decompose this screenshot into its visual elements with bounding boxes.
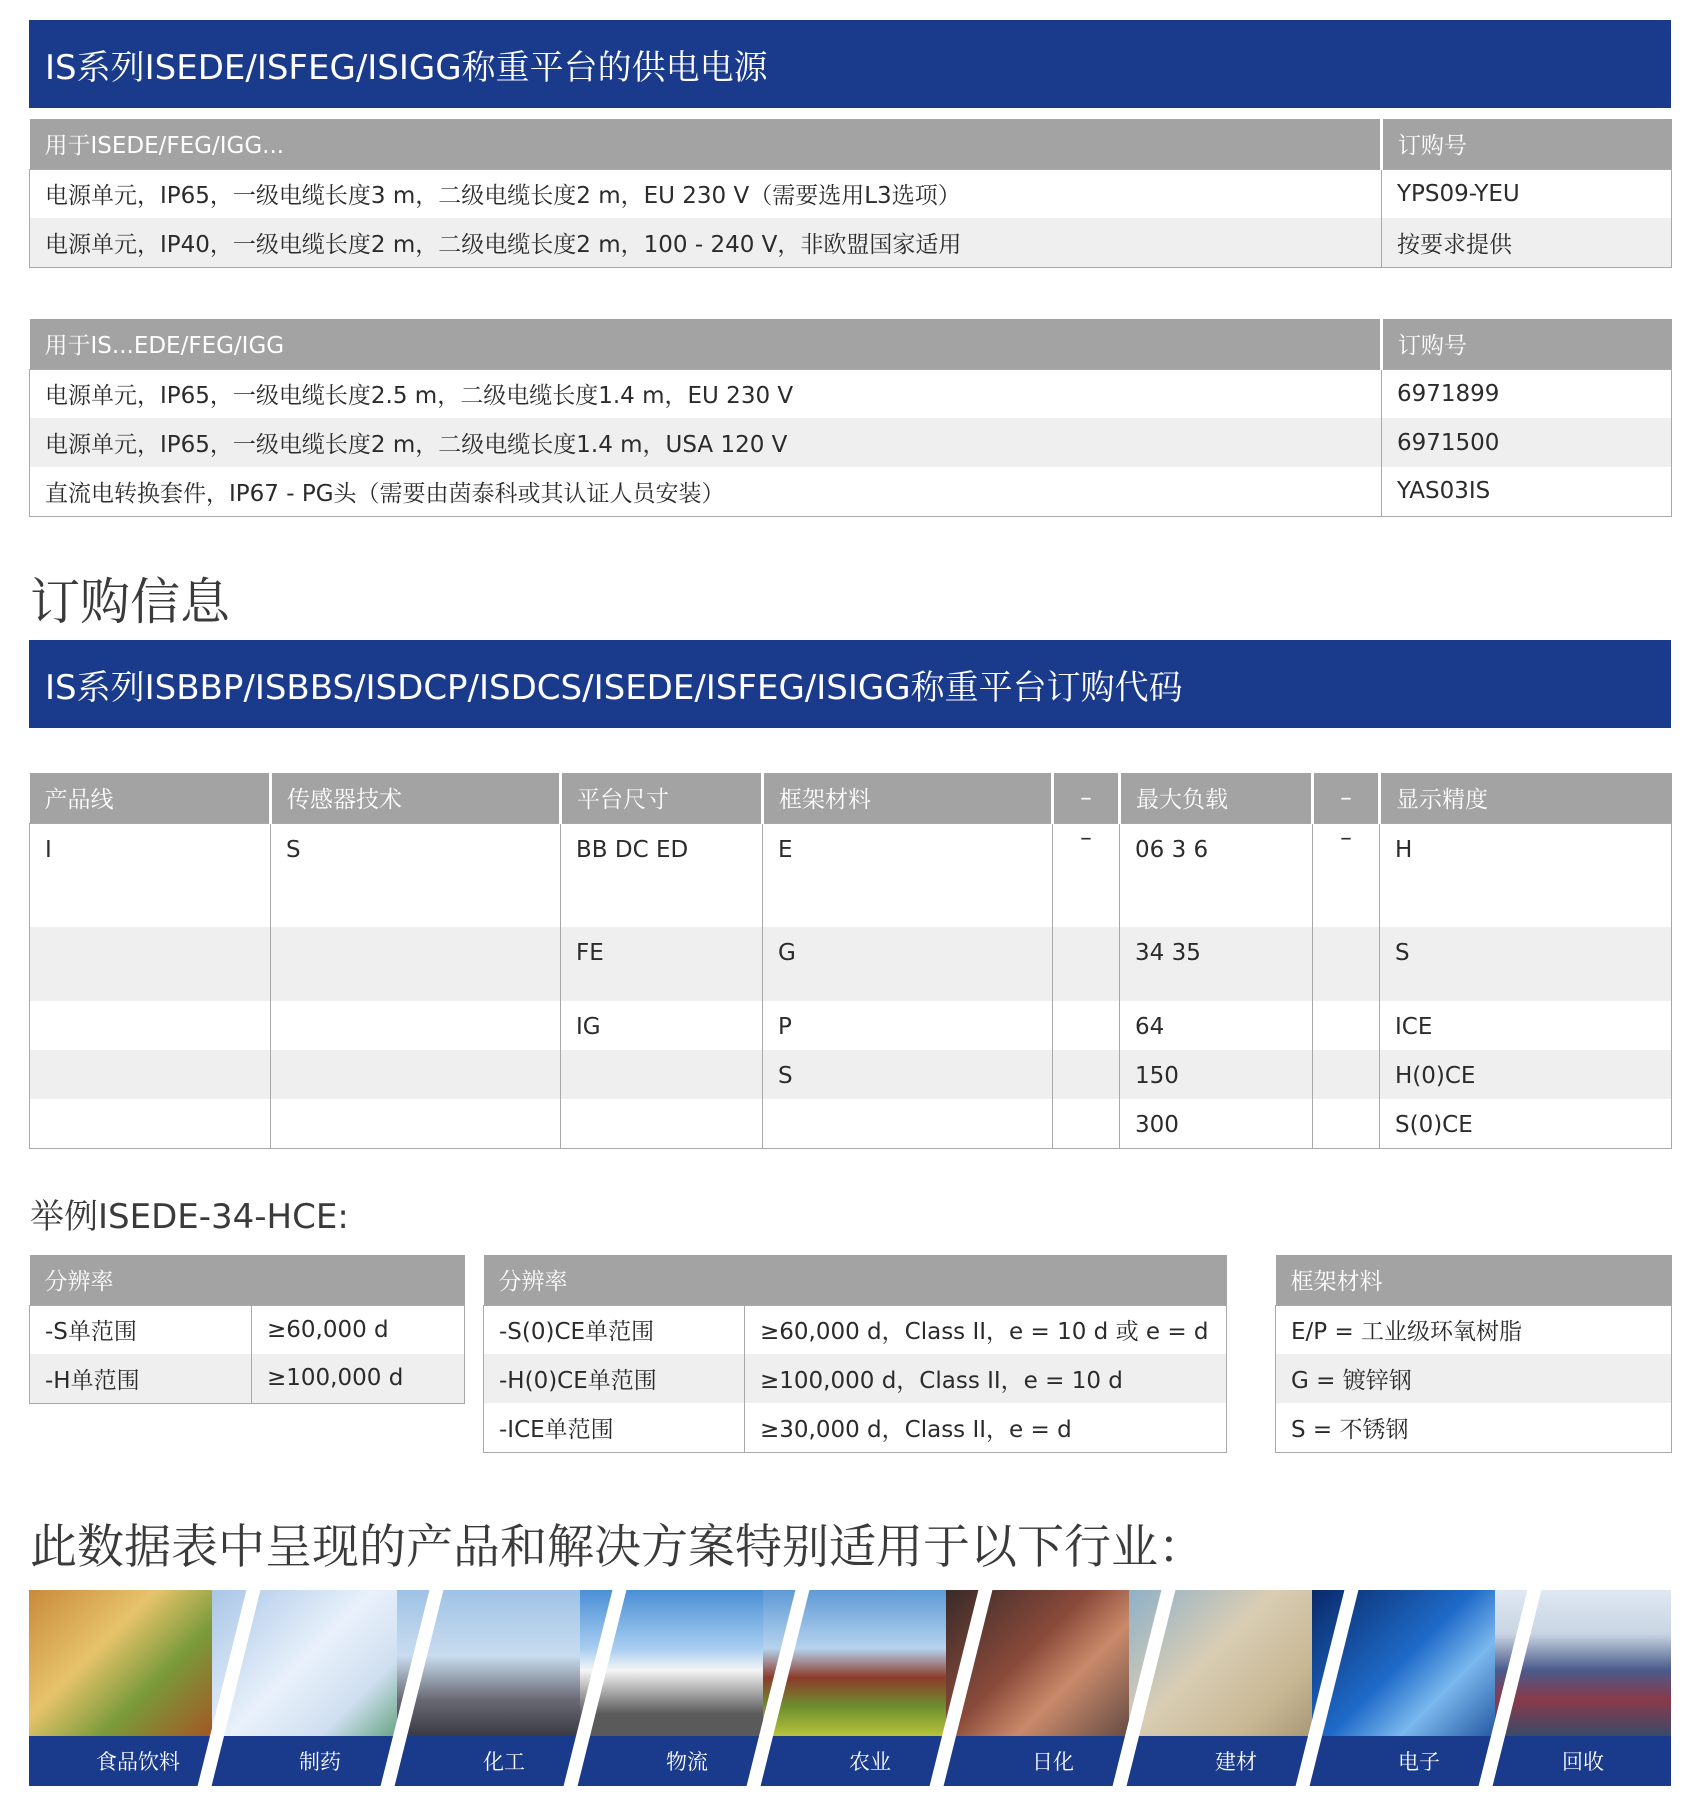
- table-cell: -ICE单范围: [499, 1416, 614, 1443]
- resolution-table-1: [29, 1255, 465, 1404]
- table-row: [30, 369, 1672, 418]
- table-cell: 电源单元，IP40，一级电缆长度2 m，二级电缆长度2 m，100 - 240 V，非欧盟国家适用: [30, 218, 1382, 267]
- table-cell: 150: [1120, 1050, 1313, 1099]
- table-row: [30, 927, 1672, 1001]
- table-row: [30, 823, 1672, 927]
- table-cell: S = 不锈钢: [1291, 1416, 1409, 1443]
- table-cell: ICE: [1380, 1001, 1672, 1050]
- table-cell: [1313, 1099, 1380, 1148]
- table-cell: [271, 1099, 561, 1148]
- table-cell: [1053, 1050, 1120, 1099]
- table-cell: ≥60,000 d，Class II，e = 10 d 或 e = d: [745, 1305, 1227, 1354]
- table-cell: [271, 1050, 561, 1099]
- column-header: 用于ISEDE/FEG/IGG...: [30, 119, 1382, 169]
- industry-label: 电子: [1312, 1736, 1526, 1786]
- column-header: 框架材料: [763, 773, 1053, 823]
- industry-label: 建材: [1129, 1736, 1343, 1786]
- table-row: [30, 1099, 1672, 1148]
- power-table-1: [29, 119, 1672, 268]
- power-supply-banner: [29, 20, 1671, 108]
- table-cell: 6971899: [1382, 369, 1672, 418]
- table-cell: G: [763, 927, 1053, 1001]
- table-row: [30, 467, 1672, 516]
- table-row: [30, 1305, 465, 1354]
- table-cell: E/P = 工业级环氧树脂: [1291, 1319, 1523, 1346]
- table-cell: 300: [1120, 1099, 1313, 1148]
- industries-heading: 此数据表中呈现的产品和解决方案特别适用于以下行业：: [30, 1520, 1205, 1575]
- table-cell: -S(0)CE单范围: [499, 1319, 655, 1346]
- table-cell: [561, 1050, 763, 1099]
- table-row: [484, 1403, 1227, 1452]
- table-cell: [1053, 1001, 1120, 1050]
- industry-label: 食品饮料: [29, 1736, 247, 1786]
- table-row: [30, 1001, 1672, 1050]
- table-row: [484, 1354, 1227, 1403]
- table-cell: I: [45, 836, 52, 863]
- column-header: 订购号: [1382, 319, 1672, 369]
- table-cell: ≥100,000 d，Class II，e = 10 d: [745, 1354, 1227, 1403]
- table-cell: [561, 1099, 763, 1148]
- ordering-banner: [29, 640, 1671, 728]
- table-cell: 电源单元，IP65，一级电缆长度2.5 m，二级电缆长度1.4 m，EU 230 V: [45, 383, 794, 410]
- column-header: 框架材料: [1276, 1255, 1672, 1305]
- table-cell: 06 3 6: [1120, 823, 1313, 927]
- table-cell: 按要求提供: [1382, 218, 1672, 267]
- column-header: –: [1313, 773, 1380, 823]
- table-cell: P: [763, 1001, 1053, 1050]
- column-header: 显示精度: [1380, 773, 1672, 823]
- table-cell: [1313, 927, 1380, 1001]
- table-cell: H: [1380, 823, 1672, 927]
- table-cell: FE: [561, 927, 763, 1001]
- table-cell: [1053, 1099, 1120, 1148]
- table-cell: –: [1313, 823, 1380, 927]
- column-header: –: [1053, 773, 1120, 823]
- table-cell: IG: [561, 1001, 763, 1050]
- table-cell: E: [763, 823, 1053, 927]
- column-header: 分辨率: [30, 1255, 465, 1305]
- table-cell: [271, 1001, 561, 1050]
- table-cell: 6971500: [1382, 418, 1672, 467]
- table-cell: G = 镀锌钢: [1276, 1354, 1672, 1403]
- industry-label: 农业: [763, 1736, 977, 1786]
- table-cell: [271, 927, 561, 1001]
- table-cell: [30, 1050, 271, 1099]
- table-cell: [1053, 927, 1120, 1001]
- table-cell: ≥60,000 d: [252, 1305, 465, 1354]
- table-cell: [1313, 1050, 1380, 1099]
- column-header: 订购号: [1382, 119, 1672, 169]
- column-header: 分辨率: [484, 1255, 1227, 1305]
- table-row: [30, 418, 1672, 467]
- table-row: [30, 1354, 465, 1403]
- power-supply-title: IS系列ISEDE/ISFEG/ISIGG称重平台的供电电源: [45, 47, 768, 88]
- table-cell: –: [1053, 823, 1120, 927]
- industry-label: 制药: [212, 1736, 428, 1786]
- table-row: [1276, 1305, 1672, 1354]
- table-row: [30, 1050, 1672, 1099]
- table-cell: BB DC ED: [561, 823, 763, 927]
- table-cell: 电源单元，IP65，一级电缆长度2 m，二级电缆长度1.4 m，USA 120 V: [30, 418, 1382, 467]
- table-cell: 34 35: [1120, 927, 1313, 1001]
- table-cell: ≥30,000 d，Class II，e = d: [745, 1403, 1227, 1452]
- table-row: [30, 218, 1672, 267]
- table-cell: S: [271, 823, 561, 927]
- resolution-table-2: [483, 1255, 1227, 1453]
- table-cell: [763, 1099, 1053, 1148]
- column-header: 用于IS...EDE/FEG/IGG: [30, 319, 1382, 369]
- table-cell: [30, 927, 271, 1001]
- table-cell: YPS09-YEU: [1382, 169, 1672, 218]
- table-cell: 电源单元，IP65，一级电缆长度3 m，二级电缆长度2 m，EU 230 V（需要选用L3选项）: [45, 183, 961, 210]
- industry-label: 化工: [397, 1736, 611, 1786]
- ordering-banner-title: IS系列ISBBP/ISBBS/ISDCP/ISDCS/ISEDE/ISFEG/ISIGG称重平台订购代码: [45, 667, 1183, 708]
- column-header: 产品线: [30, 773, 271, 823]
- industry-label: 物流: [580, 1736, 794, 1786]
- industry-label: 回收: [1495, 1736, 1671, 1786]
- table-cell: 直流电转换套件，IP67 - PG头（需要由茵泰科或其认证人员安装）: [45, 480, 725, 507]
- table-cell: YAS03IS: [1382, 467, 1672, 516]
- table-cell: 64: [1120, 1001, 1313, 1050]
- table-cell: S: [763, 1050, 1053, 1099]
- column-header: 传感器技术: [271, 773, 561, 823]
- table-cell: H(0)CE: [1380, 1050, 1672, 1099]
- table-cell: S: [1380, 927, 1672, 1001]
- table-cell: [30, 1099, 271, 1148]
- table-cell: -H(0)CE单范围: [484, 1354, 745, 1403]
- table-row: [1276, 1403, 1672, 1452]
- ordering-heading: 订购信息: [30, 573, 230, 631]
- table-cell: ≥100,000 d: [252, 1354, 465, 1403]
- power-table-2: [29, 319, 1672, 517]
- table-cell: -H单范围: [30, 1354, 252, 1403]
- table-row: [484, 1305, 1227, 1354]
- table-row: [30, 169, 1672, 218]
- table-cell: [30, 1001, 271, 1050]
- table-cell: [1313, 1001, 1380, 1050]
- table-cell: S(0)CE: [1380, 1099, 1672, 1148]
- table-row: [1276, 1354, 1672, 1403]
- column-header: 最大负载: [1120, 773, 1313, 823]
- example-title: 举例ISEDE-34-HCE:: [30, 1197, 349, 1237]
- frame-material-table: [1275, 1255, 1672, 1453]
- industry-label: 日化: [946, 1736, 1160, 1786]
- column-header: 平台尺寸: [561, 773, 763, 823]
- order-code-table: [29, 773, 1672, 1149]
- table-cell: -S单范围: [45, 1319, 137, 1346]
